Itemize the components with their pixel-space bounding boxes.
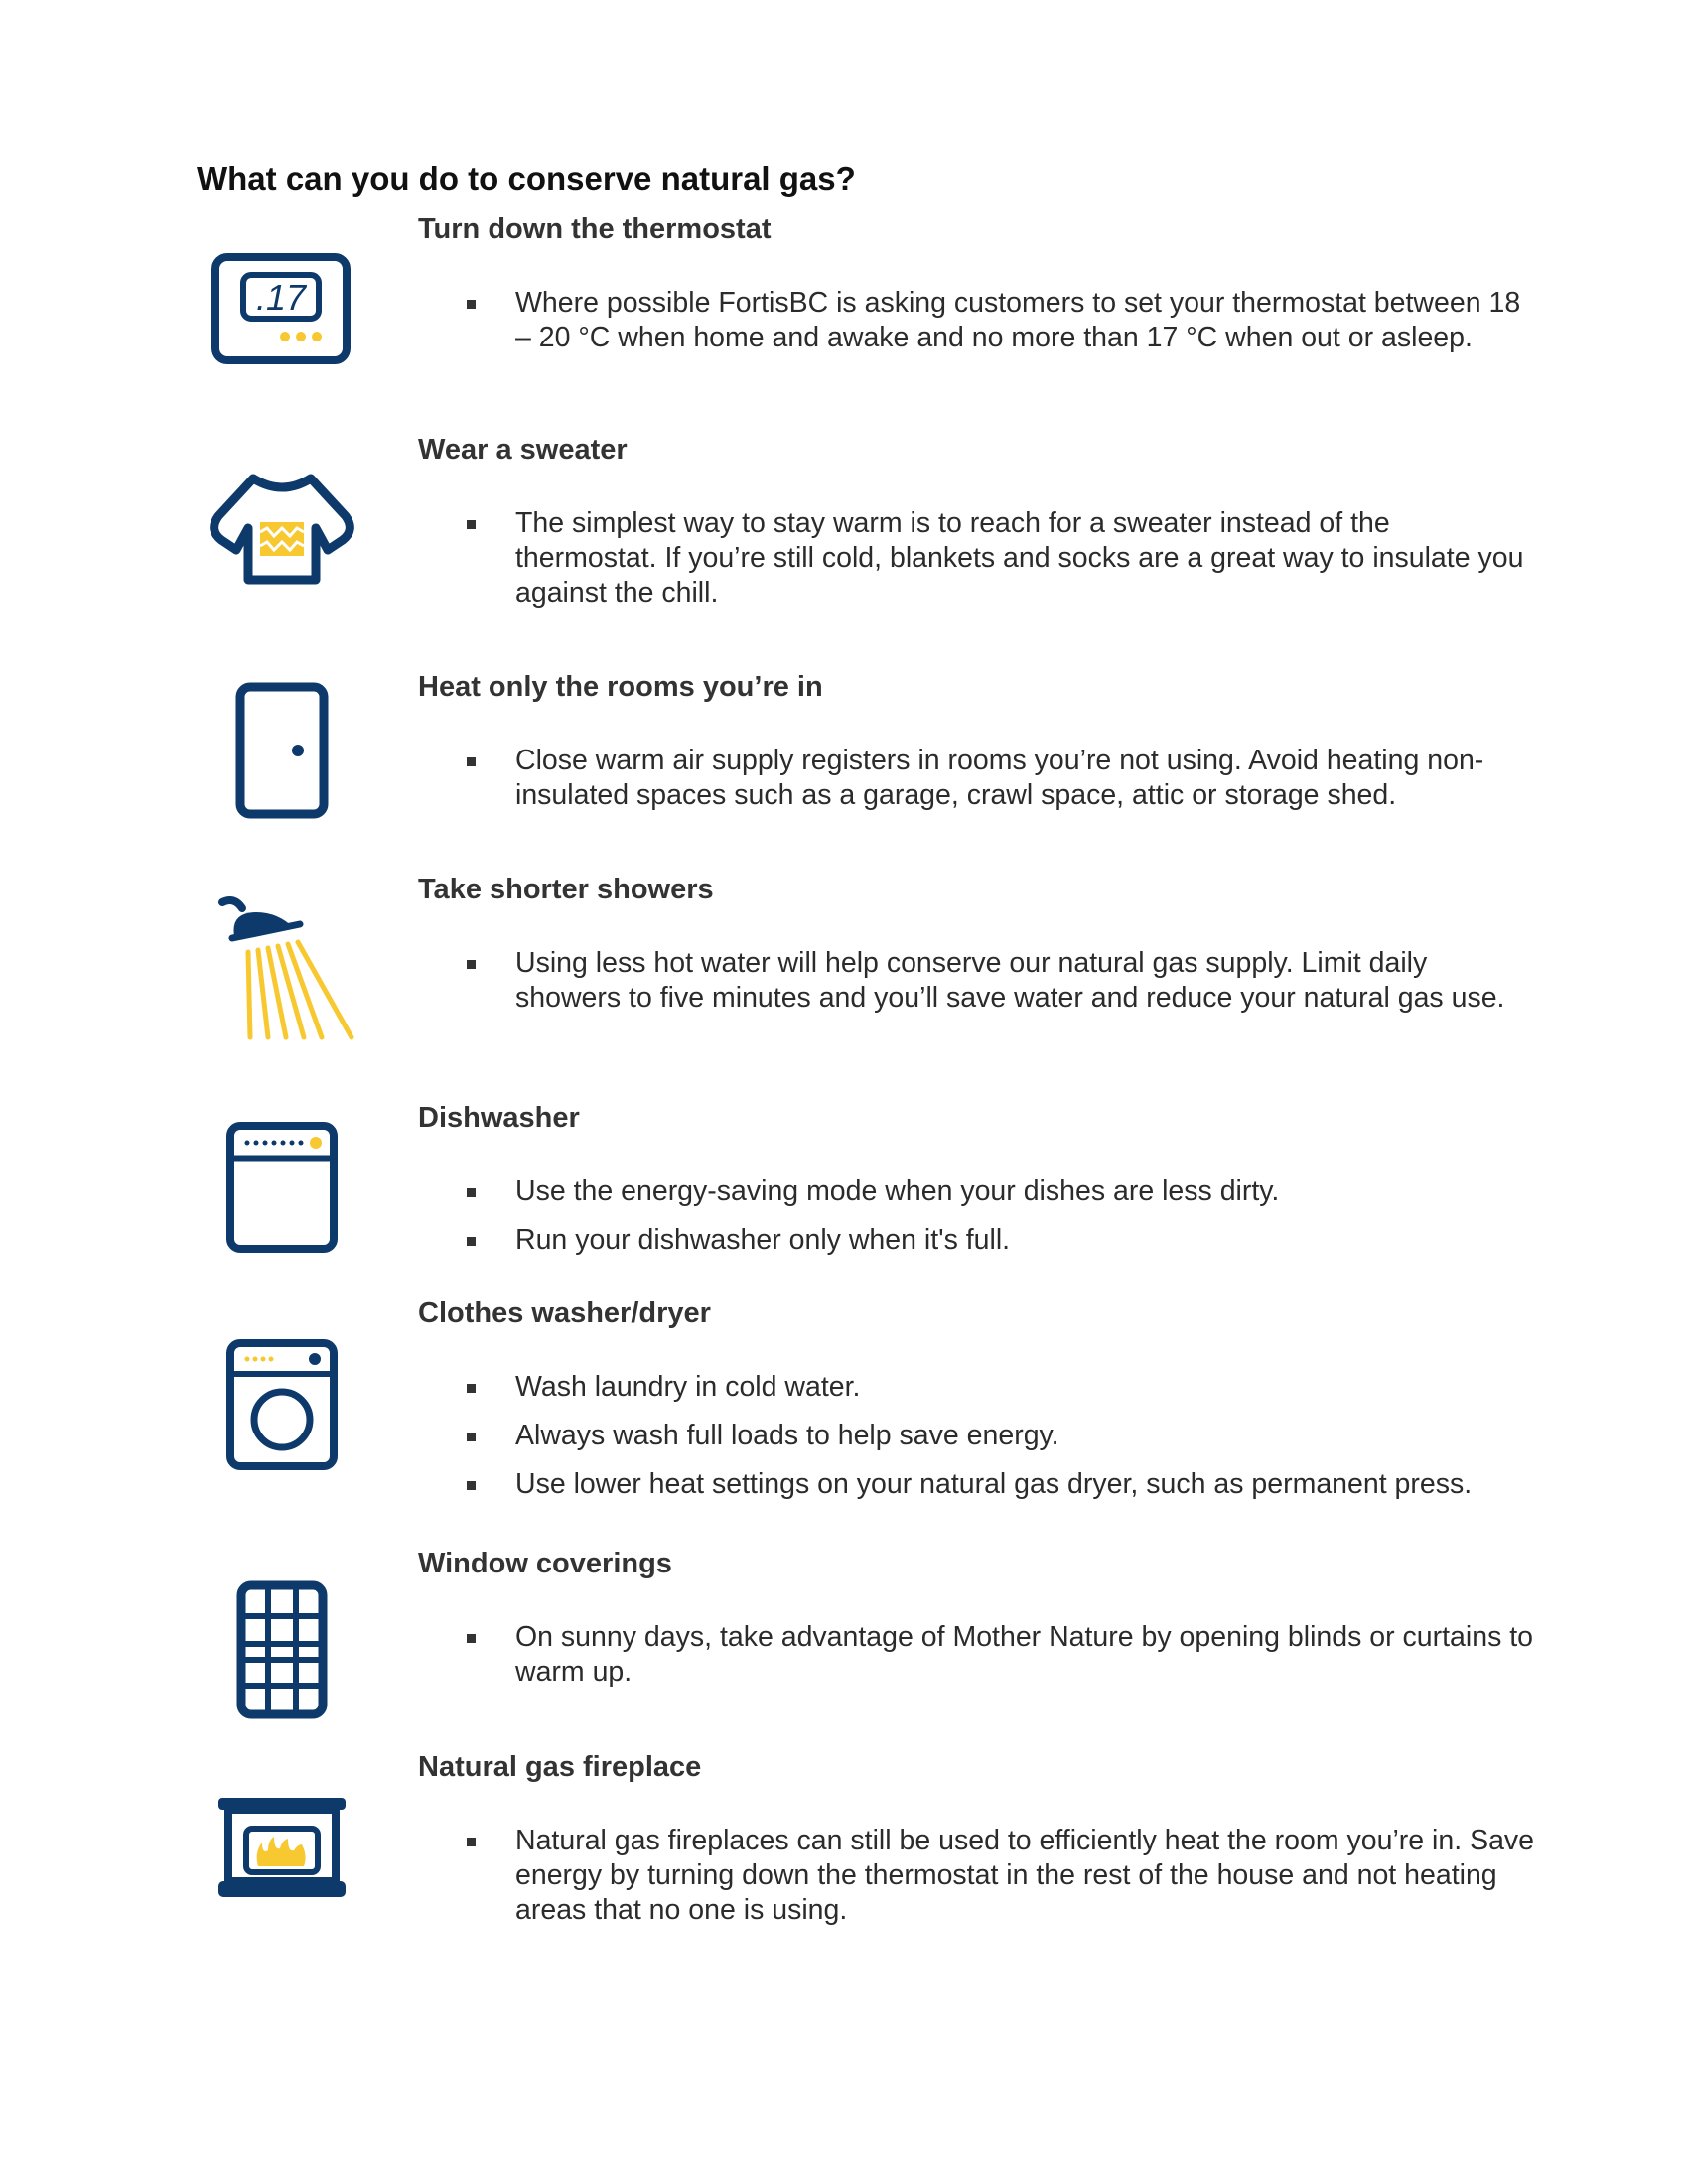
bullet-list <box>0 506 1524 624</box>
bullet-marker <box>467 1384 476 1393</box>
bullet-item <box>0 506 1524 611</box>
bullet-marker <box>467 1838 476 1846</box>
bullet-list <box>0 1370 1473 1516</box>
section-heading: Turn down the thermostat <box>418 213 772 245</box>
bullet-list <box>0 286 1521 369</box>
bullet-text: Use the energy-saving mode when your dishes are less dirty. <box>515 1175 1280 1207</box>
bullet-text: Natural gas fireplaces can still be used to efficiently heat the room you’re in. Save energy by turning down the thermostat in the rest of the house and not heating areas that no one is using. <box>515 1825 1535 1926</box>
bullet-text: Run your dishwasher only when it's full. <box>515 1224 1011 1256</box>
section-heading: Wear a sweater <box>418 434 628 466</box>
section-heading: Window coverings <box>418 1548 672 1579</box>
bullet-marker <box>467 1634 476 1643</box>
section-heading: Take shorter showers <box>418 874 714 905</box>
page-title: What can you do to conserve natural gas? <box>197 160 856 197</box>
bullet-list <box>0 1174 1280 1272</box>
section-heading: Heat only the rooms you’re in <box>418 671 823 703</box>
bullet-text: On sunny days, take advantage of Mother Nature by opening blinds or curtains to warm up. <box>515 1621 1534 1688</box>
bullet-text: Always wash full loads to help save energy. <box>515 1420 1059 1451</box>
bullet-marker <box>467 1188 476 1197</box>
bullet-marker <box>467 300 476 309</box>
bullet-item <box>0 1370 1023 1405</box>
bullet-item <box>0 1467 1473 1502</box>
bullet-item <box>0 1824 1535 1928</box>
bullet-item <box>0 1223 1023 1258</box>
bullet-marker <box>467 757 476 766</box>
bullet-item <box>0 1620 1534 1690</box>
bullet-text: Wash laundry in cold water. <box>515 1371 861 1403</box>
bullet-marker <box>467 520 476 529</box>
bullet-text: Where possible FortisBC is asking customers to set your thermostat between 18 – 20 °C when home and awake and no more than 17 °C when out or asleep. <box>515 287 1521 353</box>
section-heading: Clothes washer/dryer <box>418 1297 711 1329</box>
bullet-marker <box>467 1433 476 1441</box>
bullet-marker <box>467 960 476 969</box>
bullet-list <box>0 1824 1535 1942</box>
section-heading: Dishwasher <box>418 1102 580 1134</box>
bullet-list <box>0 1620 1534 1704</box>
bullet-item <box>0 744 1484 813</box>
bullet-text: The simplest way to stay warm is to reach for a sweater instead of the thermostat. If you’re still cold, blankets and socks are a great way to insulate you against the chill. <box>515 507 1524 609</box>
section-heading: Natural gas fireplace <box>418 1751 702 1783</box>
bullet-item <box>0 286 1521 355</box>
bullet-item <box>0 1174 1280 1209</box>
bullet-text: Use lower heat settings on your natural gas dryer, such as permanent press. <box>515 1468 1473 1500</box>
bullet-text: Using less hot water will help conserve our natural gas supply. Limit daily showers to five minutes and you’ll save water and reduce your natural gas use. <box>515 947 1505 1014</box>
bullet-item <box>0 946 1505 1016</box>
bullet-marker <box>467 1237 476 1246</box>
bullet-item <box>0 1419 1059 1453</box>
bullet-list <box>0 946 1505 1029</box>
bullet-list <box>0 744 1484 827</box>
thermostat-display: .17 <box>255 277 307 318</box>
bullet-text: Close warm air supply registers in rooms you’re not using. Avoid heating non-insulated spaces such as a garage, crawl space, attic or storage shed. <box>515 745 1484 811</box>
bullet-marker <box>467 1481 476 1490</box>
